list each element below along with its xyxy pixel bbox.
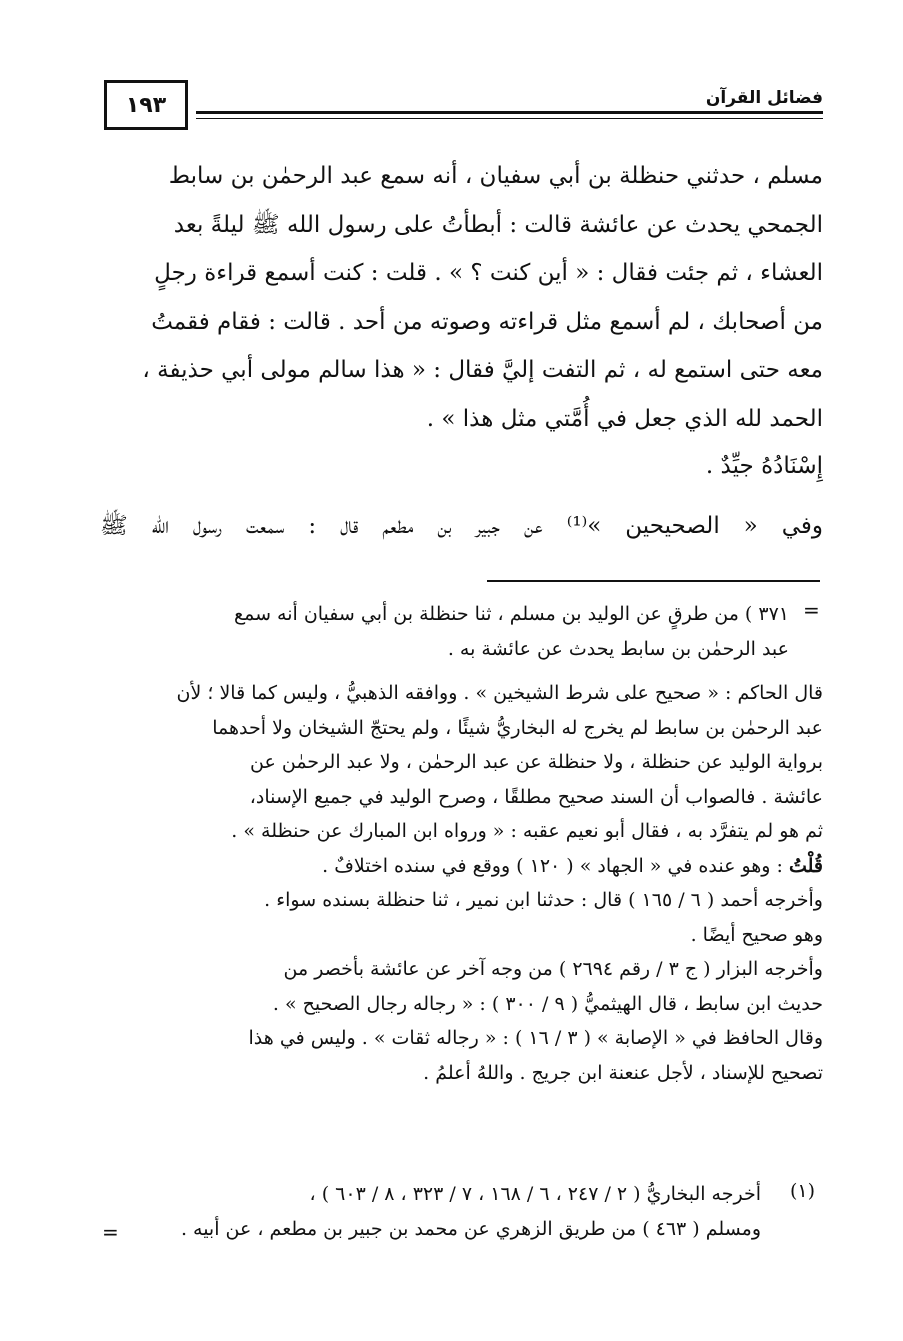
footnote-line: قال الحاكم : « صحيح على شرط الشيخين » . ووافقه الذهبيُّ ، وليس كما قالا ؛ لأن xyxy=(176,682,823,704)
footnote-line: عبد الرحمٰن بن سابط يحدث عن عائشة به . xyxy=(447,637,789,660)
main-line: معه حتى استمع له ، ثم التفت إليَّ فقال : « هذا سالم مولى أبي حذيفة ، xyxy=(142,357,823,383)
footnote-separator xyxy=(487,580,820,582)
footnote-line: وقال الحافظ في « الإصابة » ( ٣ / ١٦ ) : « رجاله ثقات » . وليس في هذا xyxy=(248,1027,823,1049)
footnote-line: عائشة . فالصواب أن السند صحيح مطلقًا ، وصرح الوليد في جميع الإسناد، xyxy=(249,785,823,808)
footnote-1-marker: (١) xyxy=(790,1180,816,1202)
footnote-line: ومسلم ( ٤٦٣ ) من طريق الزهري عن محمد بن جبير بن مطعم ، عن أبيه . xyxy=(180,1217,761,1240)
page-number: ١٩٣ xyxy=(104,80,188,130)
footnote-1-body xyxy=(100,1177,761,1246)
footnote-line: ٣٧١ ) من طرقٍ عن الوليد بن مسلم ، ثنا حنظلة بن أبي سفيان أنه سمع xyxy=(233,603,789,625)
footnote-hakim-critique xyxy=(100,676,823,1090)
footnote-line: ثم هو لم يتفرَّد به ، فقال أبو نعيم عقبه : « ورواه ابن المبارك عن حنظلة » . xyxy=(231,820,823,842)
footnote-line: وأخرجه أحمد ( ٦ / ١٦٥ ) قال : حدثنا ابن نمير ، ثنا حنظلة بسنده سواء . xyxy=(264,889,823,911)
footnote-continuation-marker: = xyxy=(803,598,820,622)
footnote-line: تصحيح للإسناد ، لأجل عنعنة ابن جريج . واللهُ أعلمُ . xyxy=(423,1061,823,1084)
main-line: الحمد لله الذي جعل في أُمَّتي مثل هذا » . xyxy=(426,405,823,432)
footnote-line: حديث ابن سابط ، قال الهيثميُّ ( ٩ / ٣٠٠ ) : « رجاله رجال الصحيح » . xyxy=(272,992,823,1015)
footnote-371-intro xyxy=(100,597,789,666)
header-rule xyxy=(196,111,823,114)
footnote-qultu-line xyxy=(100,849,823,884)
main-paragraph xyxy=(100,152,823,443)
running-header-title: فضائل القرآن xyxy=(705,88,823,108)
sahihayn-line: وفي « الصحيحين »⁽¹⁾ عن جبير بن مطعم قال : سمعت رسول الله ﷺ xyxy=(100,513,823,539)
footnote-line: أخرجه البخاريُّ ( ٢ / ٢٤٧ ، ٦ / ١٦٨ ، ٧ / ٣٢٣ ، ٨ / ٦٠٣ ) ، xyxy=(309,1183,761,1205)
main-line: مسلم ، حدثني حنظلة بن أبي سفيان ، أنه سمع عبد الرحمٰن بن سابط xyxy=(168,163,823,189)
footnote-line: برواية الوليد عن حنظلة ، ولا حنظلة عن عبد الرحمٰن ، ولا عبد الرحمٰن عن xyxy=(250,751,823,773)
footnote-line: عبد الرحمٰن بن سابط لم يخرج له البخاريُّ شيئًا ، ولم يحتجّ الشيخان ولا أحدهما xyxy=(212,716,823,739)
isnad-text: إِسْنَادُهُ جيِّدٌ . xyxy=(705,453,823,479)
footnote-line: وهو صحيح أيضًا . xyxy=(690,923,823,946)
header-rule-thin xyxy=(196,118,823,119)
qultu-label: قُلْتُ xyxy=(788,854,823,877)
qultu-text: : وهو عنده في « الجهاد » ( ١٢٠ ) ووقع في سنده اختلافٌ . xyxy=(322,854,783,877)
footnote-line: وأخرجه البزار ( ج ٣ / رقم ٢٦٩٤ ) من وجه آخر عن عائشة بأخصر من xyxy=(283,958,823,980)
main-line: العشاء ، ثم جئت فقال : « أين كنت ؟ » . قلت : كنت أسمع قراءة رجلٍ xyxy=(154,260,823,286)
main-line: من أصحابك ، لم أسمع مثل قراءته وصوته من أحد . قالت : فقام فقمتُ xyxy=(151,308,823,335)
main-line: الجمحي يحدث عن عائشة قالت : أبطأتُ على رسول الله ﷺ ليلةً بعد xyxy=(173,211,823,238)
isnad-grade xyxy=(100,446,823,486)
footnote-end-marker: = xyxy=(102,1220,119,1244)
